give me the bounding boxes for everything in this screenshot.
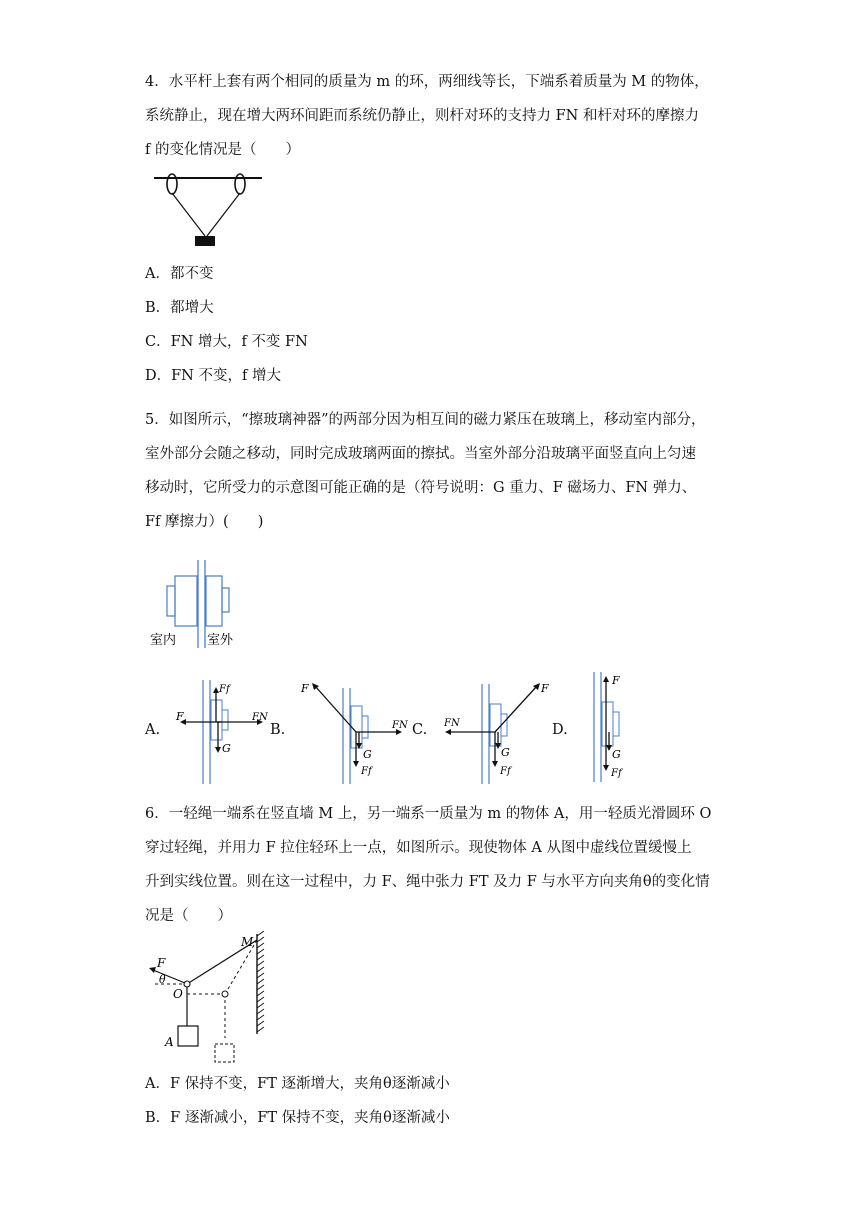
q4-option-c: C．FN 增大，f 不变 FN (145, 334, 308, 350)
q5-glass-figure (145, 558, 245, 654)
q6-option-a: A．F 保持不变，FT 逐渐增大，夹角θ逐渐减小 (145, 1076, 450, 1092)
q4-line-3: f 的变化情况是（ ） (145, 142, 300, 158)
q5-line-2: 室外部分会随之移动，同时完成玻璃两面的擦拭。当室外部分沿玻璃平面竖直向上匀速 (145, 446, 696, 462)
q4-option-a: A．都不变 (145, 266, 214, 282)
label-Ff: Ff (361, 766, 372, 777)
q5-option-d: D. (552, 722, 568, 738)
q5-line-3: 移动时，它所受力的示意图可能正确的是（符号说明：G 重力、F 磁场力、FN 弹力、 (145, 480, 697, 496)
q4-figure (150, 168, 270, 250)
label-F: F (541, 682, 549, 695)
label-Ff: Ff (500, 766, 511, 777)
label-FN: FN (252, 712, 268, 723)
q5-line-4: Ff 摩擦力）( ) (145, 514, 264, 530)
label-theta: θ (159, 973, 166, 986)
q5-option-c-figure (436, 676, 561, 786)
label-F: F (612, 674, 620, 687)
q6-figure (145, 930, 275, 1066)
q6-line-4: 况是（ ） (145, 908, 232, 924)
label-FN: FN (444, 718, 460, 729)
label-F: F (301, 682, 309, 695)
q5-option-a-figure (170, 678, 275, 786)
q5-option-a: A. (145, 722, 161, 738)
label-G: G (222, 742, 231, 755)
q6-option-b: B．F 逐渐减小，FT 保持不变，夹角θ逐渐减小 (145, 1110, 450, 1126)
q5-option-b: B. (270, 722, 286, 738)
indoor-label: 室内 (150, 633, 177, 648)
label-A: A (165, 1035, 174, 1049)
label-FN: FN (392, 720, 408, 731)
label-Ff: Ff (611, 768, 622, 779)
outdoor-label: 室外 (207, 633, 234, 648)
q5-option-b-figure (295, 676, 415, 786)
q5-line-1: 5．如图所示，“擦玻璃神器”的两部分因为相互间的磁力紧压在玻璃上，移动室内部分， (145, 412, 706, 428)
q6-line-3: 升到实线位置。则在这一过程中，力 F、绳中张力 FT 及力 F 与水平方向夹角θ的变化情 (145, 874, 710, 890)
q4-option-d: D．FN 不变，f 增大 (145, 368, 281, 384)
label-M: M (241, 935, 254, 949)
label-G: G (612, 748, 621, 761)
q6-line-1: 6．一轻绳一端系在竖直墙 M 上，另一端系一质量为 m 的物体 A，用一轻质光滑圆环 O (145, 806, 712, 822)
label-Ff: Ff (219, 684, 230, 695)
q5-option-c: C. (412, 722, 428, 738)
q5-option-d-figure (578, 668, 638, 786)
label-F: F (176, 710, 184, 723)
label-G: G (501, 746, 510, 759)
q6-line-2: 穿过轻绳，并用力 F 拉住轻环上一点，如图所示。现使物体 A 从图中虚线位置缓慢上 (145, 840, 692, 856)
q4-line-1: 4．水平杆上套有两个相同的质量为 m 的环，两细线等长，下端系着质量为 M 的物体， (145, 74, 709, 90)
q4-line-2: 系统静止，现在增大两环间距而系统仍静止，则杆对环的支持力 FN 和杆对环的摩擦力 (145, 108, 699, 124)
label-F: F (157, 956, 166, 970)
q4-option-b: B．都增大 (145, 300, 214, 316)
label-O: O (173, 987, 183, 1001)
label-G: G (363, 748, 372, 761)
